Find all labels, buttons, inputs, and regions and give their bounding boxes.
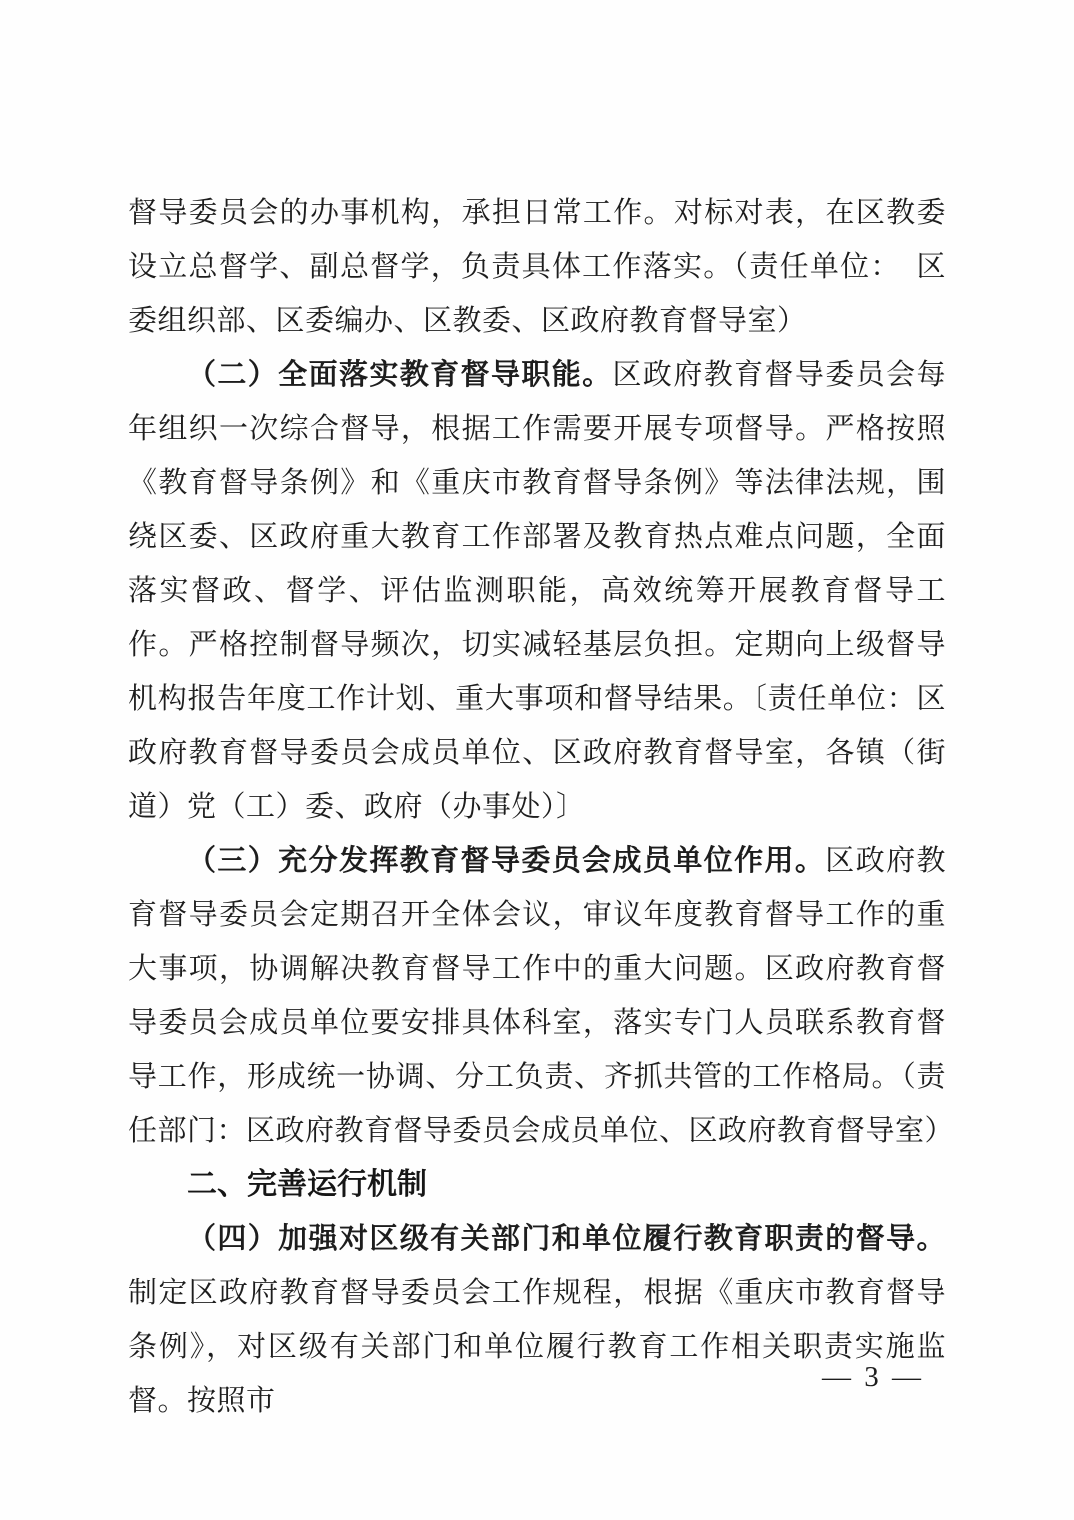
paragraph-continuation: 督导委员会的办事机构，承担日常工作。对标对表，在区教委设立总督学、副总督学，负责具体工作落实。（责任单位： 区委组织部、区委编办、区教委、区政府教育督导室） bbox=[128, 197, 946, 337]
text-block bbox=[128, 186, 955, 1428]
paragraph-item-two bbox=[128, 348, 946, 834]
paragraph-item-four bbox=[128, 1212, 946, 1428]
section-heading-two: 二、完善运行机制 bbox=[187, 1168, 427, 1201]
paragraph-item-four-lead: （四）加强对区级有关部门和单位履行教育职责的督导。 bbox=[187, 1223, 946, 1255]
paragraph-item-four-body: 制定区政府教育督导委员会工作规程，根据《重庆市教育督导条例》，对区级有关部门和单位履行教育工作相关职责实施监督。按照市 bbox=[128, 1277, 946, 1417]
page-number: — 3 — bbox=[822, 1361, 924, 1393]
paragraph-item-two-lead: （二）全面落实教育督导职能。 bbox=[187, 359, 613, 391]
paragraph-item-three bbox=[128, 834, 955, 1158]
paragraph-item-three-body: 区政府教育督导委员会定期召开全体会议，审议年度教育督导工作的重大事项，协调解决教育督导工作中的重大问题。区政府教育督导委员会成员单位要安排具体科室，落实专门人员联系教育督导工作，形成统一协调、分工负责、齐抓共管的工作格局。（责任部门：区政府教育督导委员会成员单位、区政府教育督导室） bbox=[128, 845, 955, 1147]
paragraph-item-two-body: 区政府教育督导委员会每年组织一次综合督导，根据工作需要开展专项督导。严格按照《教育督导条例》和《重庆市教育督导条例》等法律法规，围绕区委、区政府重大教育工作部署及教育热点难点问题，全面落实督政、督学、评估监测职能，高效统筹开展教育督导工作。严格控制督导频次，切实减轻基层负担。定期向上级督导机构报告年度工作计划、重大事项和督导结果。〔责任单位：区政府教育督导委员会成员单位、区政府教育督导室，各镇（街道）党（工）委、政府（办事处）〕 bbox=[128, 359, 946, 823]
paragraph-item-three-lead: （三）充分发挥教育督导委员会成员单位作用。 bbox=[187, 845, 826, 877]
